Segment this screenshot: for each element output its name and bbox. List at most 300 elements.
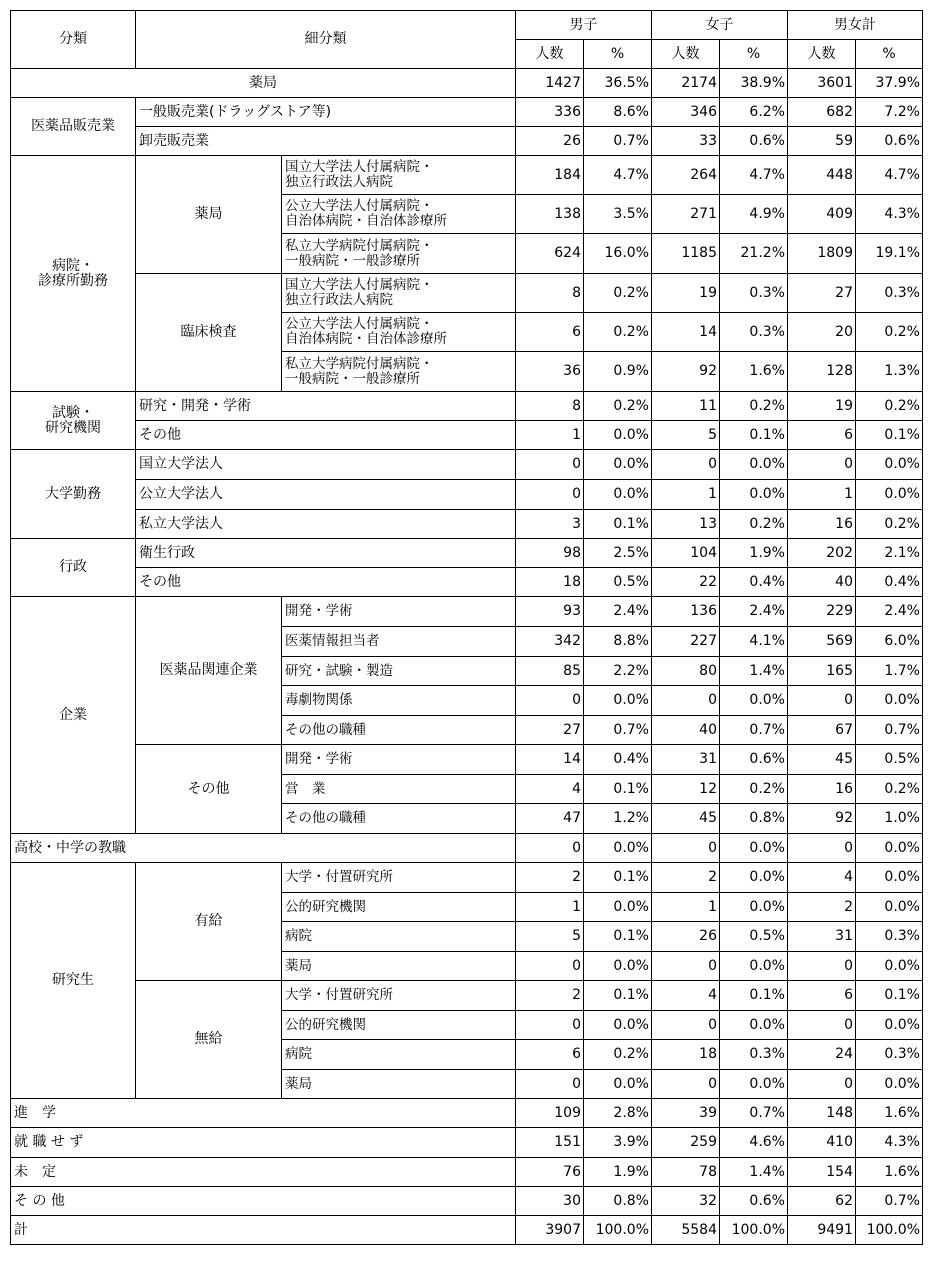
female-count-cell: 104	[652, 539, 720, 568]
female-count-cell: 39	[652, 1099, 720, 1128]
female-count-cell: 19	[652, 274, 720, 313]
male-pct-cell: 0.0%	[584, 1070, 652, 1099]
female-count-cell: 92	[652, 352, 720, 392]
total-count-cell: 3601	[788, 69, 856, 98]
subcategory-cell: 医薬品関連企業	[136, 597, 282, 745]
subcategory-cell: その他	[136, 568, 516, 597]
male-count-cell: 1	[516, 893, 584, 922]
total-pct-cell: 0.1%	[856, 421, 923, 450]
female-pct-cell: 1.9%	[720, 539, 788, 568]
subcategory-cell: 卸売販売業	[136, 127, 516, 156]
male-pct-cell: 0.9%	[584, 352, 652, 392]
category-cell: 高校・中学の教職	[11, 834, 516, 863]
subcategory-cell: その他	[136, 421, 516, 450]
table-row-drug-wholesale	[11, 127, 923, 156]
header-male-count: 人数	[516, 40, 584, 69]
male-count-cell: 151	[516, 1128, 584, 1158]
total-pct-cell: 0.3%	[856, 274, 923, 313]
female-pct-cell: 0.1%	[720, 981, 788, 1011]
subcategory-cell: 有給	[136, 863, 282, 981]
total-pct-cell: 0.0%	[856, 480, 923, 510]
female-count-cell: 259	[652, 1128, 720, 1158]
total-pct-cell: 4.7%	[856, 156, 923, 195]
total-pct-cell: 19.1%	[856, 234, 923, 274]
male-pct-cell: 0.5%	[584, 568, 652, 597]
female-count-cell: 136	[652, 597, 720, 627]
male-count-cell: 30	[516, 1187, 584, 1216]
female-count-cell: 1	[652, 480, 720, 510]
male-count-cell: 3	[516, 510, 584, 539]
male-pct-cell: 0.1%	[584, 981, 652, 1011]
total-count-cell: 682	[788, 98, 856, 127]
total-count-cell: 16	[788, 775, 856, 804]
total-count-cell: 229	[788, 597, 856, 627]
male-count-cell: 4	[516, 775, 584, 804]
detail-cell: 開発・学術	[282, 597, 516, 627]
detail-cell: 公的研究機関	[282, 1011, 516, 1040]
female-pct-cell: 0.0%	[720, 834, 788, 863]
detail-cell: 病院	[282, 922, 516, 952]
female-pct-cell: 0.7%	[720, 1099, 788, 1128]
detail-cell: 公立大学法人付属病院・ 自治体病院・自治体診療所	[282, 195, 516, 234]
total-count-cell: 92	[788, 804, 856, 834]
table-row-res-unpaid-univ	[11, 981, 923, 1011]
total-count-cell: 448	[788, 156, 856, 195]
total-pct-cell: 0.0%	[856, 834, 923, 863]
table-row-undecided	[11, 1158, 923, 1187]
male-count-cell: 624	[516, 234, 584, 274]
total-count-cell: 27	[788, 274, 856, 313]
male-count-cell: 76	[516, 1158, 584, 1187]
total-pct-cell: 0.2%	[856, 775, 923, 804]
male-pct-cell: 2.8%	[584, 1099, 652, 1128]
category-cell: 病院・ 診療所勤務	[11, 156, 136, 392]
female-pct-cell: 4.9%	[720, 195, 788, 234]
male-pct-cell: 0.0%	[584, 893, 652, 922]
total-count-cell: 148	[788, 1099, 856, 1128]
subcategory-cell: 衛生行政	[136, 539, 516, 568]
female-pct-cell: 0.3%	[720, 274, 788, 313]
table-row-school-teacher	[11, 834, 923, 863]
subcategory-cell: その他	[136, 745, 282, 834]
female-pct-cell: 6.2%	[720, 98, 788, 127]
male-count-cell: 27	[516, 716, 584, 745]
category-cell: 企業	[11, 597, 136, 834]
total-pct-cell: 1.0%	[856, 804, 923, 834]
detail-cell: 国立大学法人付属病院・ 独立行政法人病院	[282, 274, 516, 313]
table-row-test-research	[11, 392, 923, 421]
category-cell: 薬局	[11, 69, 516, 98]
female-pct-cell: 38.9%	[720, 69, 788, 98]
male-count-cell: 0	[516, 834, 584, 863]
total-count-cell: 19	[788, 392, 856, 421]
female-pct-cell: 100.0%	[720, 1216, 788, 1245]
female-pct-cell: 0.0%	[720, 686, 788, 716]
male-count-cell: 0	[516, 686, 584, 716]
female-count-cell: 271	[652, 195, 720, 234]
female-count-cell: 0	[652, 450, 720, 480]
detail-cell: 毒劇物関係	[282, 686, 516, 716]
female-count-cell: 0	[652, 686, 720, 716]
female-pct-cell: 4.1%	[720, 627, 788, 657]
total-count-cell: 0	[788, 952, 856, 981]
table-row-pharmacy	[11, 69, 923, 98]
total-count-cell: 4	[788, 863, 856, 893]
detail-cell: その他の職種	[282, 804, 516, 834]
table-row-test-other	[11, 421, 923, 450]
table-row-gov-health	[11, 539, 923, 568]
total-pct-cell: 1.6%	[856, 1099, 923, 1128]
male-count-cell: 138	[516, 195, 584, 234]
male-count-cell: 26	[516, 127, 584, 156]
total-count-cell: 0	[788, 1011, 856, 1040]
female-count-cell: 346	[652, 98, 720, 127]
female-pct-cell: 1.4%	[720, 1158, 788, 1187]
male-count-cell: 1	[516, 421, 584, 450]
male-count-cell: 5	[516, 922, 584, 952]
female-pct-cell: 0.0%	[720, 480, 788, 510]
total-pct-cell: 0.3%	[856, 922, 923, 952]
category-cell: 進 学	[11, 1099, 516, 1128]
total-pct-cell: 1.6%	[856, 1158, 923, 1187]
male-pct-cell: 2.5%	[584, 539, 652, 568]
female-pct-cell: 0.0%	[720, 893, 788, 922]
category-cell: 研究生	[11, 863, 136, 1099]
male-pct-cell: 0.0%	[584, 480, 652, 510]
female-count-cell: 1185	[652, 234, 720, 274]
female-pct-cell: 1.4%	[720, 657, 788, 686]
male-count-cell: 98	[516, 539, 584, 568]
male-count-cell: 6	[516, 1040, 584, 1070]
detail-cell: 営 業	[282, 775, 516, 804]
subcategory-cell: 国立大学法人	[136, 450, 516, 480]
category-cell: 試験・ 研究機関	[11, 392, 136, 450]
total-count-cell: 59	[788, 127, 856, 156]
male-pct-cell: 0.1%	[584, 510, 652, 539]
total-pct-cell: 1.3%	[856, 352, 923, 392]
female-pct-cell: 0.5%	[720, 922, 788, 952]
table-row-others	[11, 1187, 923, 1216]
male-pct-cell: 0.0%	[584, 686, 652, 716]
male-pct-cell: 1.2%	[584, 804, 652, 834]
total-count-cell: 0	[788, 834, 856, 863]
total-pct-cell: 2.1%	[856, 539, 923, 568]
male-pct-cell: 0.4%	[584, 745, 652, 775]
subcategory-cell: 公立大学法人	[136, 480, 516, 510]
subcategory-cell: 無給	[136, 981, 282, 1099]
male-count-cell: 2	[516, 981, 584, 1011]
male-pct-cell: 3.5%	[584, 195, 652, 234]
male-pct-cell: 0.1%	[584, 922, 652, 952]
table-row-hosp-lab-national	[11, 274, 923, 313]
male-count-cell: 14	[516, 745, 584, 775]
female-count-cell: 13	[652, 510, 720, 539]
detail-cell: 大学・付置研究所	[282, 863, 516, 893]
male-pct-cell: 0.7%	[584, 127, 652, 156]
detail-cell: 薬局	[282, 952, 516, 981]
category-cell: 就 職 せ ず	[11, 1128, 516, 1158]
total-pct-cell: 0.7%	[856, 716, 923, 745]
header-female-count: 人数	[652, 40, 720, 69]
female-pct-cell: 0.6%	[720, 127, 788, 156]
male-pct-cell: 16.0%	[584, 234, 652, 274]
male-pct-cell: 0.0%	[584, 450, 652, 480]
total-pct-cell: 0.0%	[856, 1011, 923, 1040]
male-pct-cell: 4.7%	[584, 156, 652, 195]
total-count-cell: 409	[788, 195, 856, 234]
female-count-cell: 14	[652, 313, 720, 352]
total-pct-cell: 0.0%	[856, 450, 923, 480]
total-count-cell: 154	[788, 1158, 856, 1187]
female-pct-cell: 4.7%	[720, 156, 788, 195]
male-pct-cell: 1.9%	[584, 1158, 652, 1187]
header-subcategory: 細分類	[136, 11, 516, 69]
category-cell: 未 定	[11, 1158, 516, 1187]
male-count-cell: 336	[516, 98, 584, 127]
table-row-univ-national	[11, 450, 923, 480]
female-count-cell: 5584	[652, 1216, 720, 1245]
total-pct-cell: 0.0%	[856, 863, 923, 893]
female-count-cell: 5	[652, 421, 720, 450]
total-pct-cell: 0.5%	[856, 745, 923, 775]
male-count-cell: 342	[516, 627, 584, 657]
header-male-pct: %	[584, 40, 652, 69]
detail-cell: 公的研究機関	[282, 893, 516, 922]
detail-cell: 医薬情報担当者	[282, 627, 516, 657]
male-count-cell: 3907	[516, 1216, 584, 1245]
male-count-cell: 2	[516, 863, 584, 893]
male-pct-cell: 8.8%	[584, 627, 652, 657]
total-pct-cell: 37.9%	[856, 69, 923, 98]
male-count-cell: 0	[516, 480, 584, 510]
male-count-cell: 0	[516, 952, 584, 981]
detail-cell: 薬局	[282, 1070, 516, 1099]
total-count-cell: 62	[788, 1187, 856, 1216]
total-pct-cell: 4.3%	[856, 1128, 923, 1158]
detail-cell: その他の職種	[282, 716, 516, 745]
female-count-cell: 1	[652, 893, 720, 922]
total-pct-cell: 0.1%	[856, 981, 923, 1011]
total-count-cell: 9491	[788, 1216, 856, 1245]
female-count-cell: 12	[652, 775, 720, 804]
male-pct-cell: 0.0%	[584, 1011, 652, 1040]
total-count-cell: 20	[788, 313, 856, 352]
total-count-cell: 24	[788, 1040, 856, 1070]
detail-cell: 開発・学術	[282, 745, 516, 775]
table-row-univ-public	[11, 480, 923, 510]
category-cell: 医薬品販売業	[11, 98, 136, 156]
female-pct-cell: 0.2%	[720, 510, 788, 539]
female-count-cell: 0	[652, 834, 720, 863]
female-pct-cell: 4.6%	[720, 1128, 788, 1158]
detail-cell: 私立大学病院付属病院・ 一般病院・一般診療所	[282, 234, 516, 274]
total-pct-cell: 0.4%	[856, 568, 923, 597]
female-count-cell: 45	[652, 804, 720, 834]
male-pct-cell: 0.1%	[584, 775, 652, 804]
total-count-cell: 45	[788, 745, 856, 775]
female-pct-cell: 1.6%	[720, 352, 788, 392]
female-count-cell: 4	[652, 981, 720, 1011]
total-pct-cell: 0.2%	[856, 392, 923, 421]
male-count-cell: 0	[516, 1011, 584, 1040]
subcategory-cell: 一般販売業(ドラッグストア等)	[136, 98, 516, 127]
female-pct-cell: 0.1%	[720, 421, 788, 450]
female-count-cell: 11	[652, 392, 720, 421]
subcategory-cell: 臨床検査	[136, 274, 282, 392]
detail-cell: 私立大学病院付属病院・ 一般病院・一般診療所	[282, 352, 516, 392]
category-cell: 行政	[11, 539, 136, 597]
female-count-cell: 0	[652, 952, 720, 981]
total-count-cell: 1809	[788, 234, 856, 274]
total-pct-cell: 0.0%	[856, 893, 923, 922]
total-count-cell: 569	[788, 627, 856, 657]
category-cell: そ の 他	[11, 1187, 516, 1216]
female-count-cell: 22	[652, 568, 720, 597]
male-count-cell: 6	[516, 313, 584, 352]
female-pct-cell: 0.3%	[720, 1040, 788, 1070]
female-pct-cell: 0.0%	[720, 1011, 788, 1040]
header-total: 男女計	[788, 11, 923, 40]
female-pct-cell: 21.2%	[720, 234, 788, 274]
female-pct-cell: 0.0%	[720, 863, 788, 893]
subcategory-cell: 研究・開発・学術	[136, 392, 516, 421]
total-count-cell: 40	[788, 568, 856, 597]
male-pct-cell: 3.9%	[584, 1128, 652, 1158]
total-pct-cell: 0.0%	[856, 1070, 923, 1099]
total-pct-cell: 100.0%	[856, 1216, 923, 1245]
detail-cell: 公立大学法人付属病院・ 自治体病院・自治体診療所	[282, 313, 516, 352]
female-pct-cell: 0.7%	[720, 716, 788, 745]
male-count-cell: 18	[516, 568, 584, 597]
header-female: 女子	[652, 11, 788, 40]
total-pct-cell: 0.6%	[856, 127, 923, 156]
total-pct-cell: 6.0%	[856, 627, 923, 657]
detail-cell: 大学・付置研究所	[282, 981, 516, 1011]
table-row-corp-drug-dev	[11, 597, 923, 627]
detail-cell: 研究・試験・製造	[282, 657, 516, 686]
total-count-cell: 1	[788, 480, 856, 510]
female-pct-cell: 0.6%	[720, 1187, 788, 1216]
female-count-cell: 40	[652, 716, 720, 745]
male-pct-cell: 0.2%	[584, 274, 652, 313]
male-count-cell: 109	[516, 1099, 584, 1128]
female-pct-cell: 0.2%	[720, 775, 788, 804]
male-pct-cell: 0.2%	[584, 392, 652, 421]
employment-table	[10, 10, 923, 1245]
male-pct-cell: 0.0%	[584, 834, 652, 863]
male-pct-cell: 0.1%	[584, 863, 652, 893]
total-count-cell: 128	[788, 352, 856, 392]
total-count-cell: 16	[788, 510, 856, 539]
male-count-cell: 93	[516, 597, 584, 627]
female-count-cell: 2174	[652, 69, 720, 98]
female-pct-cell: 0.2%	[720, 392, 788, 421]
male-pct-cell: 8.6%	[584, 98, 652, 127]
table-row-drug-general	[11, 98, 923, 127]
header-male: 男子	[516, 11, 652, 40]
total-count-cell: 6	[788, 981, 856, 1011]
female-pct-cell: 0.3%	[720, 313, 788, 352]
male-count-cell: 47	[516, 804, 584, 834]
total-pct-cell: 1.7%	[856, 657, 923, 686]
male-pct-cell: 2.2%	[584, 657, 652, 686]
male-count-cell: 8	[516, 274, 584, 313]
female-pct-cell: 0.4%	[720, 568, 788, 597]
female-count-cell: 80	[652, 657, 720, 686]
detail-cell: 病院	[282, 1040, 516, 1070]
female-count-cell: 2	[652, 863, 720, 893]
male-pct-cell: 0.0%	[584, 952, 652, 981]
header-category: 分類	[11, 11, 136, 69]
table-row-further-study	[11, 1099, 923, 1128]
total-count-cell: 0	[788, 1070, 856, 1099]
subcategory-cell: 私立大学法人	[136, 510, 516, 539]
subcategory-cell: 薬局	[136, 156, 282, 274]
total-count-cell: 165	[788, 657, 856, 686]
total-count-cell: 67	[788, 716, 856, 745]
male-count-cell: 0	[516, 1070, 584, 1099]
total-pct-cell: 0.7%	[856, 1187, 923, 1216]
table-row-univ-private	[11, 510, 923, 539]
female-count-cell: 32	[652, 1187, 720, 1216]
male-pct-cell: 36.5%	[584, 69, 652, 98]
table-row-res-paid-univ	[11, 863, 923, 893]
female-pct-cell: 2.4%	[720, 597, 788, 627]
category-cell: 計	[11, 1216, 516, 1245]
total-pct-cell: 0.2%	[856, 510, 923, 539]
male-count-cell: 184	[516, 156, 584, 195]
total-pct-cell: 7.2%	[856, 98, 923, 127]
male-pct-cell: 0.0%	[584, 421, 652, 450]
male-count-cell: 85	[516, 657, 584, 686]
header-total-pct: %	[856, 40, 923, 69]
male-pct-cell: 0.7%	[584, 716, 652, 745]
table-row-hosp-pharm-national	[11, 156, 923, 195]
category-cell: 大学勤務	[11, 450, 136, 539]
male-count-cell: 1427	[516, 69, 584, 98]
table-row-not-employed	[11, 1128, 923, 1158]
total-count-cell: 410	[788, 1128, 856, 1158]
total-pct-cell: 0.0%	[856, 686, 923, 716]
total-pct-cell: 4.3%	[856, 195, 923, 234]
female-count-cell: 78	[652, 1158, 720, 1187]
male-pct-cell: 0.2%	[584, 1040, 652, 1070]
total-count-cell: 31	[788, 922, 856, 952]
total-pct-cell: 0.0%	[856, 952, 923, 981]
female-pct-cell: 0.0%	[720, 1070, 788, 1099]
detail-cell: 国立大学法人付属病院・ 独立行政法人病院	[282, 156, 516, 195]
table-row-total	[11, 1216, 923, 1245]
female-count-cell: 31	[652, 745, 720, 775]
table-row-corp-other-dev	[11, 745, 923, 775]
female-pct-cell: 0.0%	[720, 450, 788, 480]
total-pct-cell: 0.3%	[856, 1040, 923, 1070]
female-count-cell: 227	[652, 627, 720, 657]
total-pct-cell: 0.2%	[856, 313, 923, 352]
table-row-gov-other	[11, 568, 923, 597]
female-pct-cell: 0.0%	[720, 952, 788, 981]
female-count-cell: 18	[652, 1040, 720, 1070]
male-pct-cell: 2.4%	[584, 597, 652, 627]
female-pct-cell: 0.6%	[720, 745, 788, 775]
total-pct-cell: 2.4%	[856, 597, 923, 627]
male-count-cell: 36	[516, 352, 584, 392]
total-count-cell: 2	[788, 893, 856, 922]
total-count-cell: 202	[788, 539, 856, 568]
total-count-cell: 0	[788, 450, 856, 480]
female-count-cell: 33	[652, 127, 720, 156]
male-pct-cell: 0.2%	[584, 313, 652, 352]
